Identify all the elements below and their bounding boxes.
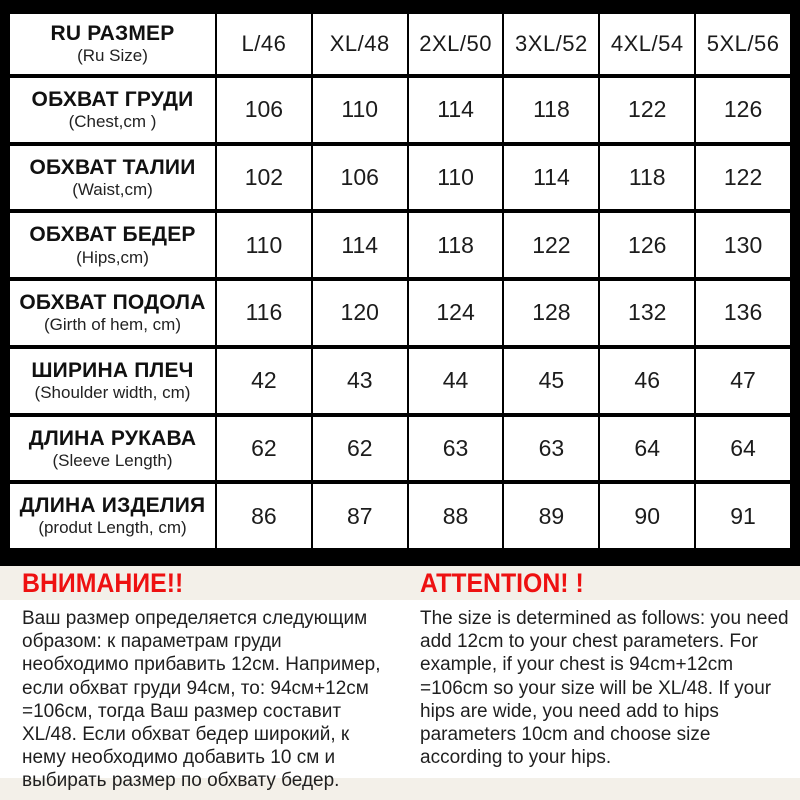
note-paragraph-en: The size is determined as follows: you need add 12cm to your chest parameters. For example, if your chest is 94cm+12cm =106cm so your size will be XL/48. If your hips are wide, you need add to hips parameters 10cm and choose size according to your hips.: [420, 608, 789, 769]
value-cell-r3-c3: 128: [503, 279, 599, 347]
value-cell-r4-c4: 46: [599, 347, 695, 415]
value-cell-r3-c5: 136: [695, 279, 791, 347]
value-cell-r0-c1: 110: [312, 76, 408, 144]
size-table: [8, 10, 792, 552]
row-label-en: (produt Length, cm): [38, 518, 187, 538]
value-cell-r0-c0: 106: [216, 76, 312, 144]
size-column-header-5: 5XL/56: [695, 12, 791, 76]
attention-heading-en: ATTENTION! !: [420, 567, 584, 598]
notes-heading-col-en: [400, 567, 800, 598]
value-cell-r2-c4: 126: [599, 211, 695, 279]
notes-heading-col-ru: [0, 567, 400, 598]
table-row-2: [9, 211, 791, 279]
table-row-5: [9, 415, 791, 483]
value-cell-r5-c0: 62: [216, 415, 312, 483]
value-cell-r4-c2: 44: [408, 347, 504, 415]
row-label-cell-4: [9, 347, 216, 415]
notes-heading-band: [0, 566, 800, 600]
size-column-header-3: 3XL/52: [503, 12, 599, 76]
value-cell-r1-c3: 114: [503, 144, 599, 212]
table-header-row: [9, 12, 791, 76]
value-cell-r4-c0: 42: [216, 347, 312, 415]
value-cell-r2-c3: 122: [503, 211, 599, 279]
row-label-cell-5: [9, 415, 216, 483]
value-cell-r1-c2: 110: [408, 144, 504, 212]
value-cell-r2-c2: 118: [408, 211, 504, 279]
value-cell-r1-c0: 102: [216, 144, 312, 212]
row-label-ru: ОБХВАТ ГРУДИ: [31, 88, 194, 111]
table-row-6: [9, 482, 791, 550]
row-label-cell-1: [9, 144, 216, 212]
value-cell-r6-c2: 88: [408, 482, 504, 550]
value-cell-r0-c4: 122: [599, 76, 695, 144]
attention-heading-ru: ВНИМАНИЕ!!: [22, 567, 184, 598]
row-label-ru: ОБХВАТ ПОДОЛА: [19, 291, 206, 315]
value-cell-r2-c5: 130: [695, 211, 791, 279]
row-label-en: (Sleeve Length): [52, 450, 173, 470]
value-cell-r6-c4: 90: [599, 482, 695, 550]
value-cell-r4-c3: 45: [503, 347, 599, 415]
value-cell-r4-c5: 47: [695, 347, 791, 415]
value-cell-r6-c3: 89: [503, 482, 599, 550]
size-column-header-0: L/46: [216, 12, 312, 76]
value-cell-r3-c4: 132: [599, 279, 695, 347]
table-row-1: [9, 144, 791, 212]
value-cell-r5-c3: 63: [503, 415, 599, 483]
value-cell-r5-c5: 64: [695, 415, 791, 483]
row-label-ru: ДЛИНА ИЗДЕЛИЯ: [19, 494, 206, 518]
row-label-en: (Hips,cm): [76, 247, 149, 267]
value-cell-r1-c4: 118: [599, 144, 695, 212]
value-cell-r3-c2: 124: [408, 279, 504, 347]
row-label-ru: ОБХВАТ ТАЛИИ: [29, 155, 196, 179]
row-label-cell-0: [9, 76, 216, 144]
size-column-header-2: 2XL/50: [408, 12, 504, 76]
row-label-en: (Waist,cm): [72, 179, 153, 199]
row-label-cell-2: [9, 211, 216, 279]
row-label-en: (Shoulder width, cm): [34, 382, 191, 402]
value-cell-r6-c5: 91: [695, 482, 791, 550]
row-label-cell-6: [9, 482, 216, 550]
value-cell-r1-c5: 122: [695, 144, 791, 212]
corner-label-ru: RU РАЗМЕР: [50, 22, 175, 46]
table-row-4: [9, 347, 791, 415]
size-column-header-4: 4XL/54: [599, 12, 695, 76]
value-cell-r5-c2: 63: [408, 415, 504, 483]
value-cell-r4-c1: 43: [312, 347, 408, 415]
value-cell-r3-c1: 120: [312, 279, 408, 347]
value-cell-r6-c1: 87: [312, 482, 408, 550]
row-label-cell-3: [9, 279, 216, 347]
row-label-en: (Chest,cm ): [68, 112, 157, 132]
row-label-ru: ДЛИНА РУКАВА: [28, 426, 197, 450]
note-paragraph-ru: Ваш размер определяется следующим образом: к параметрам груди необходимо прибавить 12см. Например, если обхват груди 94см, то: 94см+12см =106см, тогда Ваш размер составит XL/48. Если обхват бедер широкий, к нему необходимо добавить 10 см и выбирать размер по обхвату бедер.: [22, 608, 381, 792]
value-cell-r3-c0: 116: [216, 279, 312, 347]
size-column-header-1: XL/48: [312, 12, 408, 76]
table-row-3: [9, 279, 791, 347]
notes-body-band: [0, 600, 800, 792]
row-label-ru: ОБХВАТ БЕДЕР: [29, 223, 196, 247]
corner-header-cell: [9, 12, 216, 76]
value-cell-r0-c5: 126: [695, 76, 791, 144]
corner-label-en: (Ru Size): [77, 46, 148, 66]
table-row-0: [9, 76, 791, 144]
value-cell-r5-c1: 62: [312, 415, 408, 483]
value-cell-r0-c2: 114: [408, 76, 504, 144]
row-label-en: (Girth of hem, cm): [44, 315, 181, 335]
row-label-ru: ШИРИНА ПЛЕЧ: [31, 358, 194, 382]
value-cell-r1-c1: 106: [312, 144, 408, 212]
value-cell-r2-c1: 114: [312, 211, 408, 279]
value-cell-r6-c0: 86: [216, 482, 312, 550]
value-cell-r2-c0: 110: [216, 211, 312, 279]
value-cell-r0-c3: 118: [503, 76, 599, 144]
value-cell-r5-c4: 64: [599, 415, 695, 483]
